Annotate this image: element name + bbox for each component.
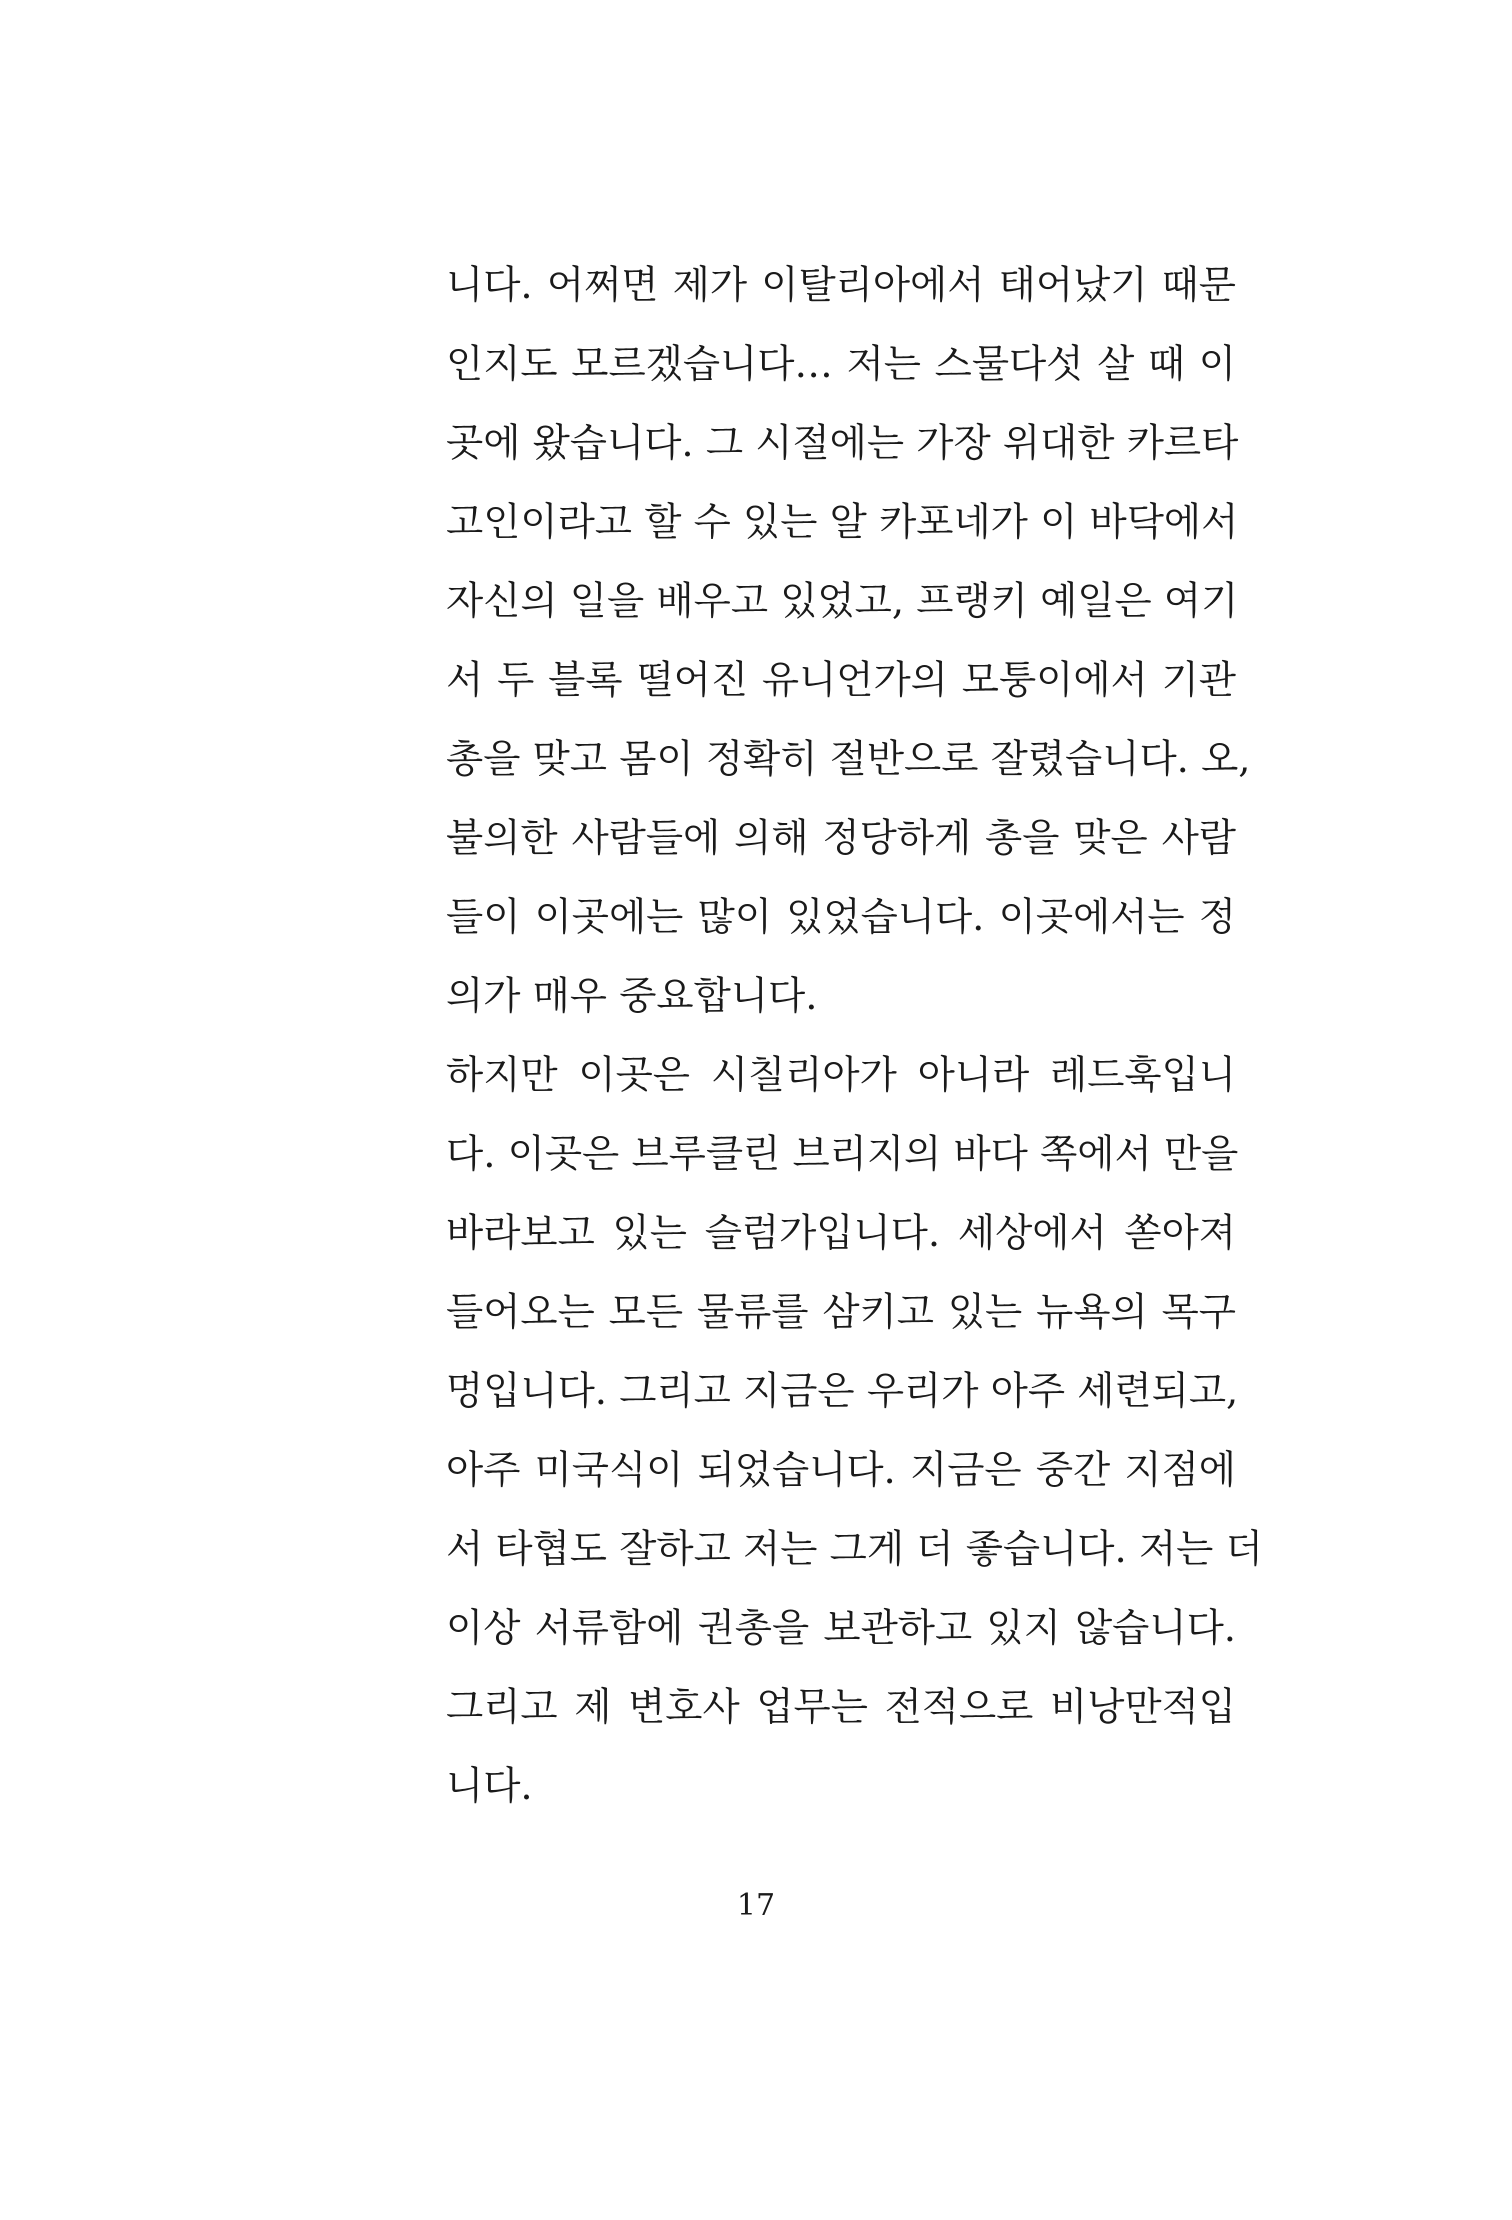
text-line: 총을 맞고 몸이 정확히 절반으로 잘렸습니다. 오, bbox=[446, 737, 1251, 782]
text-line: 들이 이곳에는 많이 있었습니다. 이곳에서는 정 bbox=[446, 895, 1236, 940]
text-line: 인지도 모르겠습니다… 저는 스물다섯 살 때 이 bbox=[446, 342, 1236, 387]
text-line: 멍입니다. 그리고 지금은 우리가 아주 세련되고, bbox=[446, 1369, 1239, 1414]
text-line: 그리고 제 변호사 업무는 전적으로 비낭만적입 bbox=[446, 1685, 1236, 1730]
body-text bbox=[446, 246, 1263, 1826]
text-line: 자신의 일을 배우고 있었고, 프랭키 예일은 여기 bbox=[446, 579, 1239, 624]
text-line: 서 두 블록 떨어진 유니언가의 모퉁이에서 기관 bbox=[446, 658, 1236, 703]
text-line: 니다. 어쩌면 제가 이탈리아에서 태어났기 때문 bbox=[446, 263, 1236, 308]
text-line: 이상 서류함에 권총을 보관하고 있지 않습니다. bbox=[446, 1606, 1236, 1651]
page-number: 17 bbox=[736, 1888, 776, 1923]
text-line: 서 타협도 잘하고 저는 그게 더 좋습니다. 저는 더 bbox=[446, 1527, 1263, 1572]
text-line: 다. 이곳은 브루클린 브리지의 바다 쪽에서 만을 bbox=[446, 1132, 1239, 1177]
text-line: 고인이라고 할 수 있는 알 카포네가 이 바닥에서 bbox=[446, 500, 1239, 545]
text-line: 하지만 이곳은 시칠리아가 아니라 레드훅입니 bbox=[446, 1053, 1236, 1098]
text-line: 불의한 사람들에 의해 정당하게 총을 맞은 사람 bbox=[446, 816, 1236, 861]
text-line: 들어오는 모든 물류를 삼키고 있는 뉴욕의 목구 bbox=[446, 1290, 1236, 1335]
text-line: 니다. bbox=[446, 1764, 533, 1809]
text-line: 의가 매우 중요합니다. bbox=[446, 974, 818, 1019]
text-line: 아주 미국식이 되었습니다. 지금은 중간 지점에 bbox=[446, 1448, 1236, 1493]
text-line: 곳에 왔습니다. 그 시절에는 가장 위대한 카르타 bbox=[446, 421, 1239, 466]
text-line: 바라보고 있는 슬럼가입니다. 세상에서 쏟아져 bbox=[446, 1211, 1236, 1256]
